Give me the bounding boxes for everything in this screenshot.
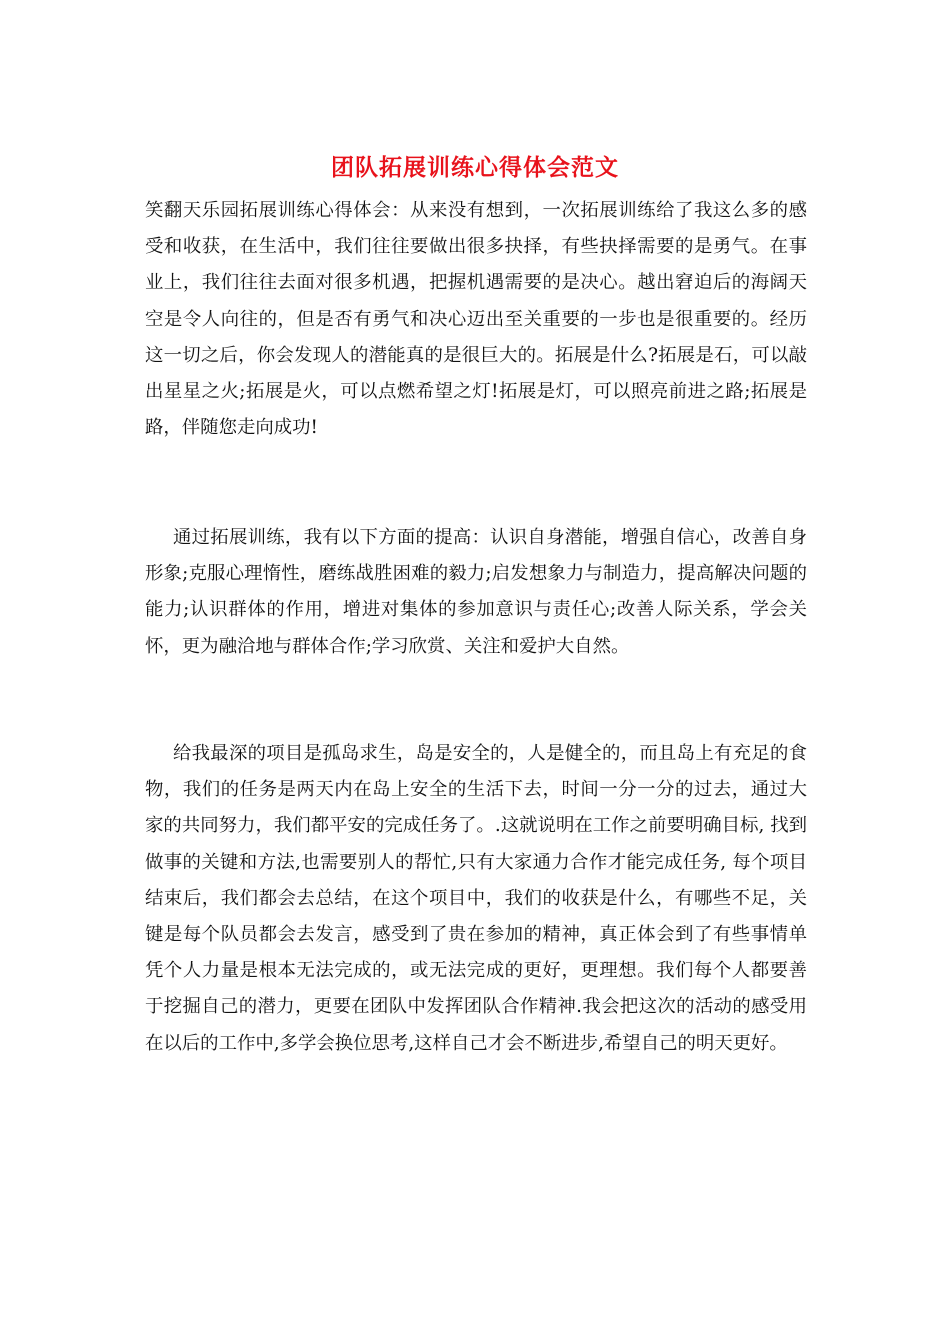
paragraph-improvements: 通过拓展训练，我有以下方面的提高：认识自身潜能，增强自信心，改善自身形象;克服心理惰性，磨练战胜困难的毅力;启发想象力与制造力，提高解决问题的能力;认识群体的作用，增进对集体的参加意识与责任心;改善人际关系，学会关怀，更为融洽地与群体合作;学习欣赏、关注和爱护大自然。	[145, 527, 807, 657]
paragraph-intro: 笑翻天乐园拓展训练心得体会：从来没有想到，一次拓展训练给了我这么多的感受和收获，在生活中，我们往往要做出很多抉择，有些抉择需要的是勇气。在事业上，我们往往去面对很多机遇，把握机遇需要的是决心。越出窘迫后的海阔天空是令人向往的，但是否有勇气和决心迈出至关重要的一步也是很重要的。经历这一切之后，你会发现人的潜能真的是很巨大的。拓展是什么?拓展是石，可以敲出星星之火;拓展是火，可以点燃希望之灯!拓展是灯，可以照亮前进之路;拓展是路，伴随您走向成功!	[145, 200, 807, 439]
document-title: 团队拓展训练心得体会范文	[331, 154, 619, 181]
paragraph-island-survival: 给我最深的项目是孤岛求生，岛是安全的，人是健全的，而且岛上有充足的食物，我们的任务是两天内在岛上安全的生活下去，时间一分一分的过去，通过大家的共同努力，我们都平安的完成任务了。.这就说明在工作之前要明确目标, 找到做事的关键和方法,也需要别人的帮忙,只有大家通力合作才能完成任务, 每个项目结束后，我们都会去总结，在这个项目中，我们的收获是什么，有哪些不足，关键是每个队员都会去发言，感受到了贵在参加的精神，真正体会到了有些事情单凭个人力量是根本无法完成的，或无法完成的更好，更理想。我们每个人都要善于挖掘自己的潜力，更要在团队中发挥团队合作精神.我会把这次的活动的感受用在以后的工作中,多学会换位思考,这样自己才会不断进步,希望自己的明天更好。	[145, 743, 807, 1054]
